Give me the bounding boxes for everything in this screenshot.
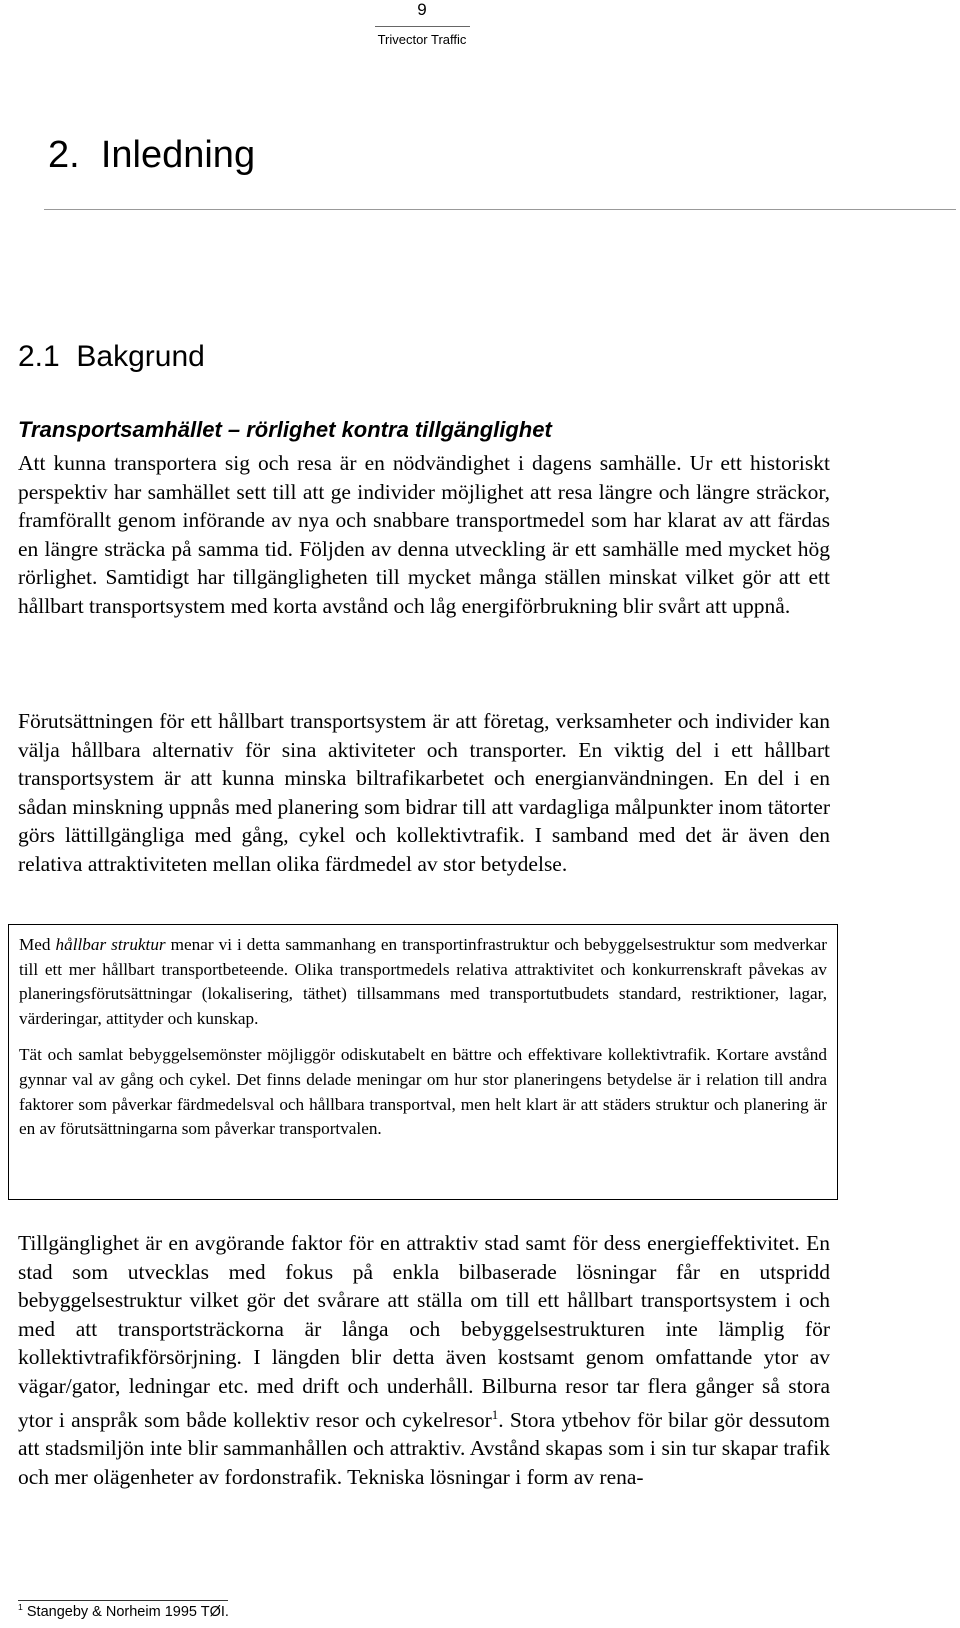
chapter-heading	[48, 134, 255, 177]
footnote-marker: 1	[18, 1602, 23, 1612]
body-paragraph-3-text: Tillgänglighet är en avgörande faktor för en attraktiv stad samt för dess energieffektivitet. En stad som utvecklas med fokus på enkla bilbaserade lösningar får en utspridd bebyggelsestruktur vilket gör det svårare att ställa om till ett hållbart transportsystem i och med att transportsträckorna är långa och bebyggelsestrukturen inte lämplig för kollektivtrafikförsörjning. I längden blir detta även kostsamt genom omfattande ytor av vägar/gator, ledningar etc. med drift och underhåll. Bilburna resor tar flera gånger så stora ytor i anspråk som både kollektiv resor och cykelresor	[18, 1231, 830, 1432]
body-paragraph-2: Förutsättningen för ett hållbart transportsystem är att företag, verksamheter och individer kan välja hållbara alternativ för sina aktiviteter och transporter. En viktig del i ett hållbart transportsystem är att kunna minska biltrafikarbetet och energianvändningen. En del i en sådan minskning uppnås med planering som bidrar till att vardagliga målpunkter inom tätorter görs lättillgängliga med gång, cykel och kollektivtrafik. I samband med det är även den relativa attraktiviteten mellan olika färdmedel av stor betydelse.	[18, 709, 830, 876]
subheading: Transportsamhället – rörlighet kontra tillgänglighet	[18, 417, 552, 442]
body-paragraph-3	[18, 1229, 830, 1492]
body-paragraph-3-continued: . Stora ytbehov för bilar gör dessutom att stadsmiljön inte blir sammanhållen och attraktiv. Avstånd skapas som i sin tur skapar trafik och mer olägenheter av fordonstrafik. Tekniska lösningar i form av rena-	[18, 1407, 830, 1489]
chapter-divider	[44, 209, 956, 210]
section-heading	[18, 340, 205, 374]
box-emphasis-term: hållbar struktur	[55, 935, 166, 954]
page-number: 9	[417, 0, 427, 19]
header-divider	[375, 26, 470, 27]
box-paragraph-1	[19, 933, 827, 1031]
box-prefix: Med	[19, 935, 56, 954]
footnote-reference[interactable]: 1	[491, 1407, 499, 1422]
footnote	[18, 1602, 229, 1620]
box-paragraph-1-text: menar vi i detta sammanhang en transportinfrastruktur och bebyggelsestruktur som medverkar till ett mer hållbart transportbeteende. Olika transportmedels relativa attraktivitet och konkurrenskraft påvekas av planeringsförutsättningar (lokalisering, täthet) tillsammans med transportutbudets standard, restriktioner, lagar, värderingar, attityder och kunskap.	[19, 935, 827, 1028]
box-paragraph-2: Tät och samlat bebyggelsemönster möjliggör odiskutabelt en bättre och effektivare kollektivtrafik. Kortare avstånd gynnar val av gång och cykel. Det finns delade meningar om hur stor planeringens betydelse är i relation till andra faktorer som påverkar färdmedelsval och hållbara transportval, men helt klart är att städers struktur och planering är en av förutsättningarna som påverkar transportvalen.	[19, 1045, 827, 1139]
chapter-title: Inledning	[100, 134, 256, 176]
body-paragraph-1: Att kunna transportera sig och resa är en nödvändighet i dagens samhälle. Ur ett historiskt perspektiv har samhället sett till att ge individer möjlighet att resa längre och längre sträckor, framförallt genom införande av nya och snabbare transportmedel som har klarat av att färdas en längre sträcka på samma tid. Följden av denna utveckling är ett samhälle med mycket hög rörlighet. Samtidigt har tillgängligheten till mycket många ställen minskat vilket gör att ett hållbart transportsystem med korta avstånd och låg energiförbrukning blir svårt att uppnå.	[18, 451, 830, 618]
definition-box	[8, 924, 838, 1200]
footnote-divider	[18, 1600, 228, 1601]
section-title: Bakgrund	[76, 340, 205, 373]
section-number: 2.1	[18, 340, 60, 373]
chapter-number: 2.	[48, 134, 80, 176]
header-organization: Trivector Traffic	[377, 32, 467, 47]
footnote-text: Stangeby & Norheim 1995 TØI.	[26, 1603, 229, 1620]
